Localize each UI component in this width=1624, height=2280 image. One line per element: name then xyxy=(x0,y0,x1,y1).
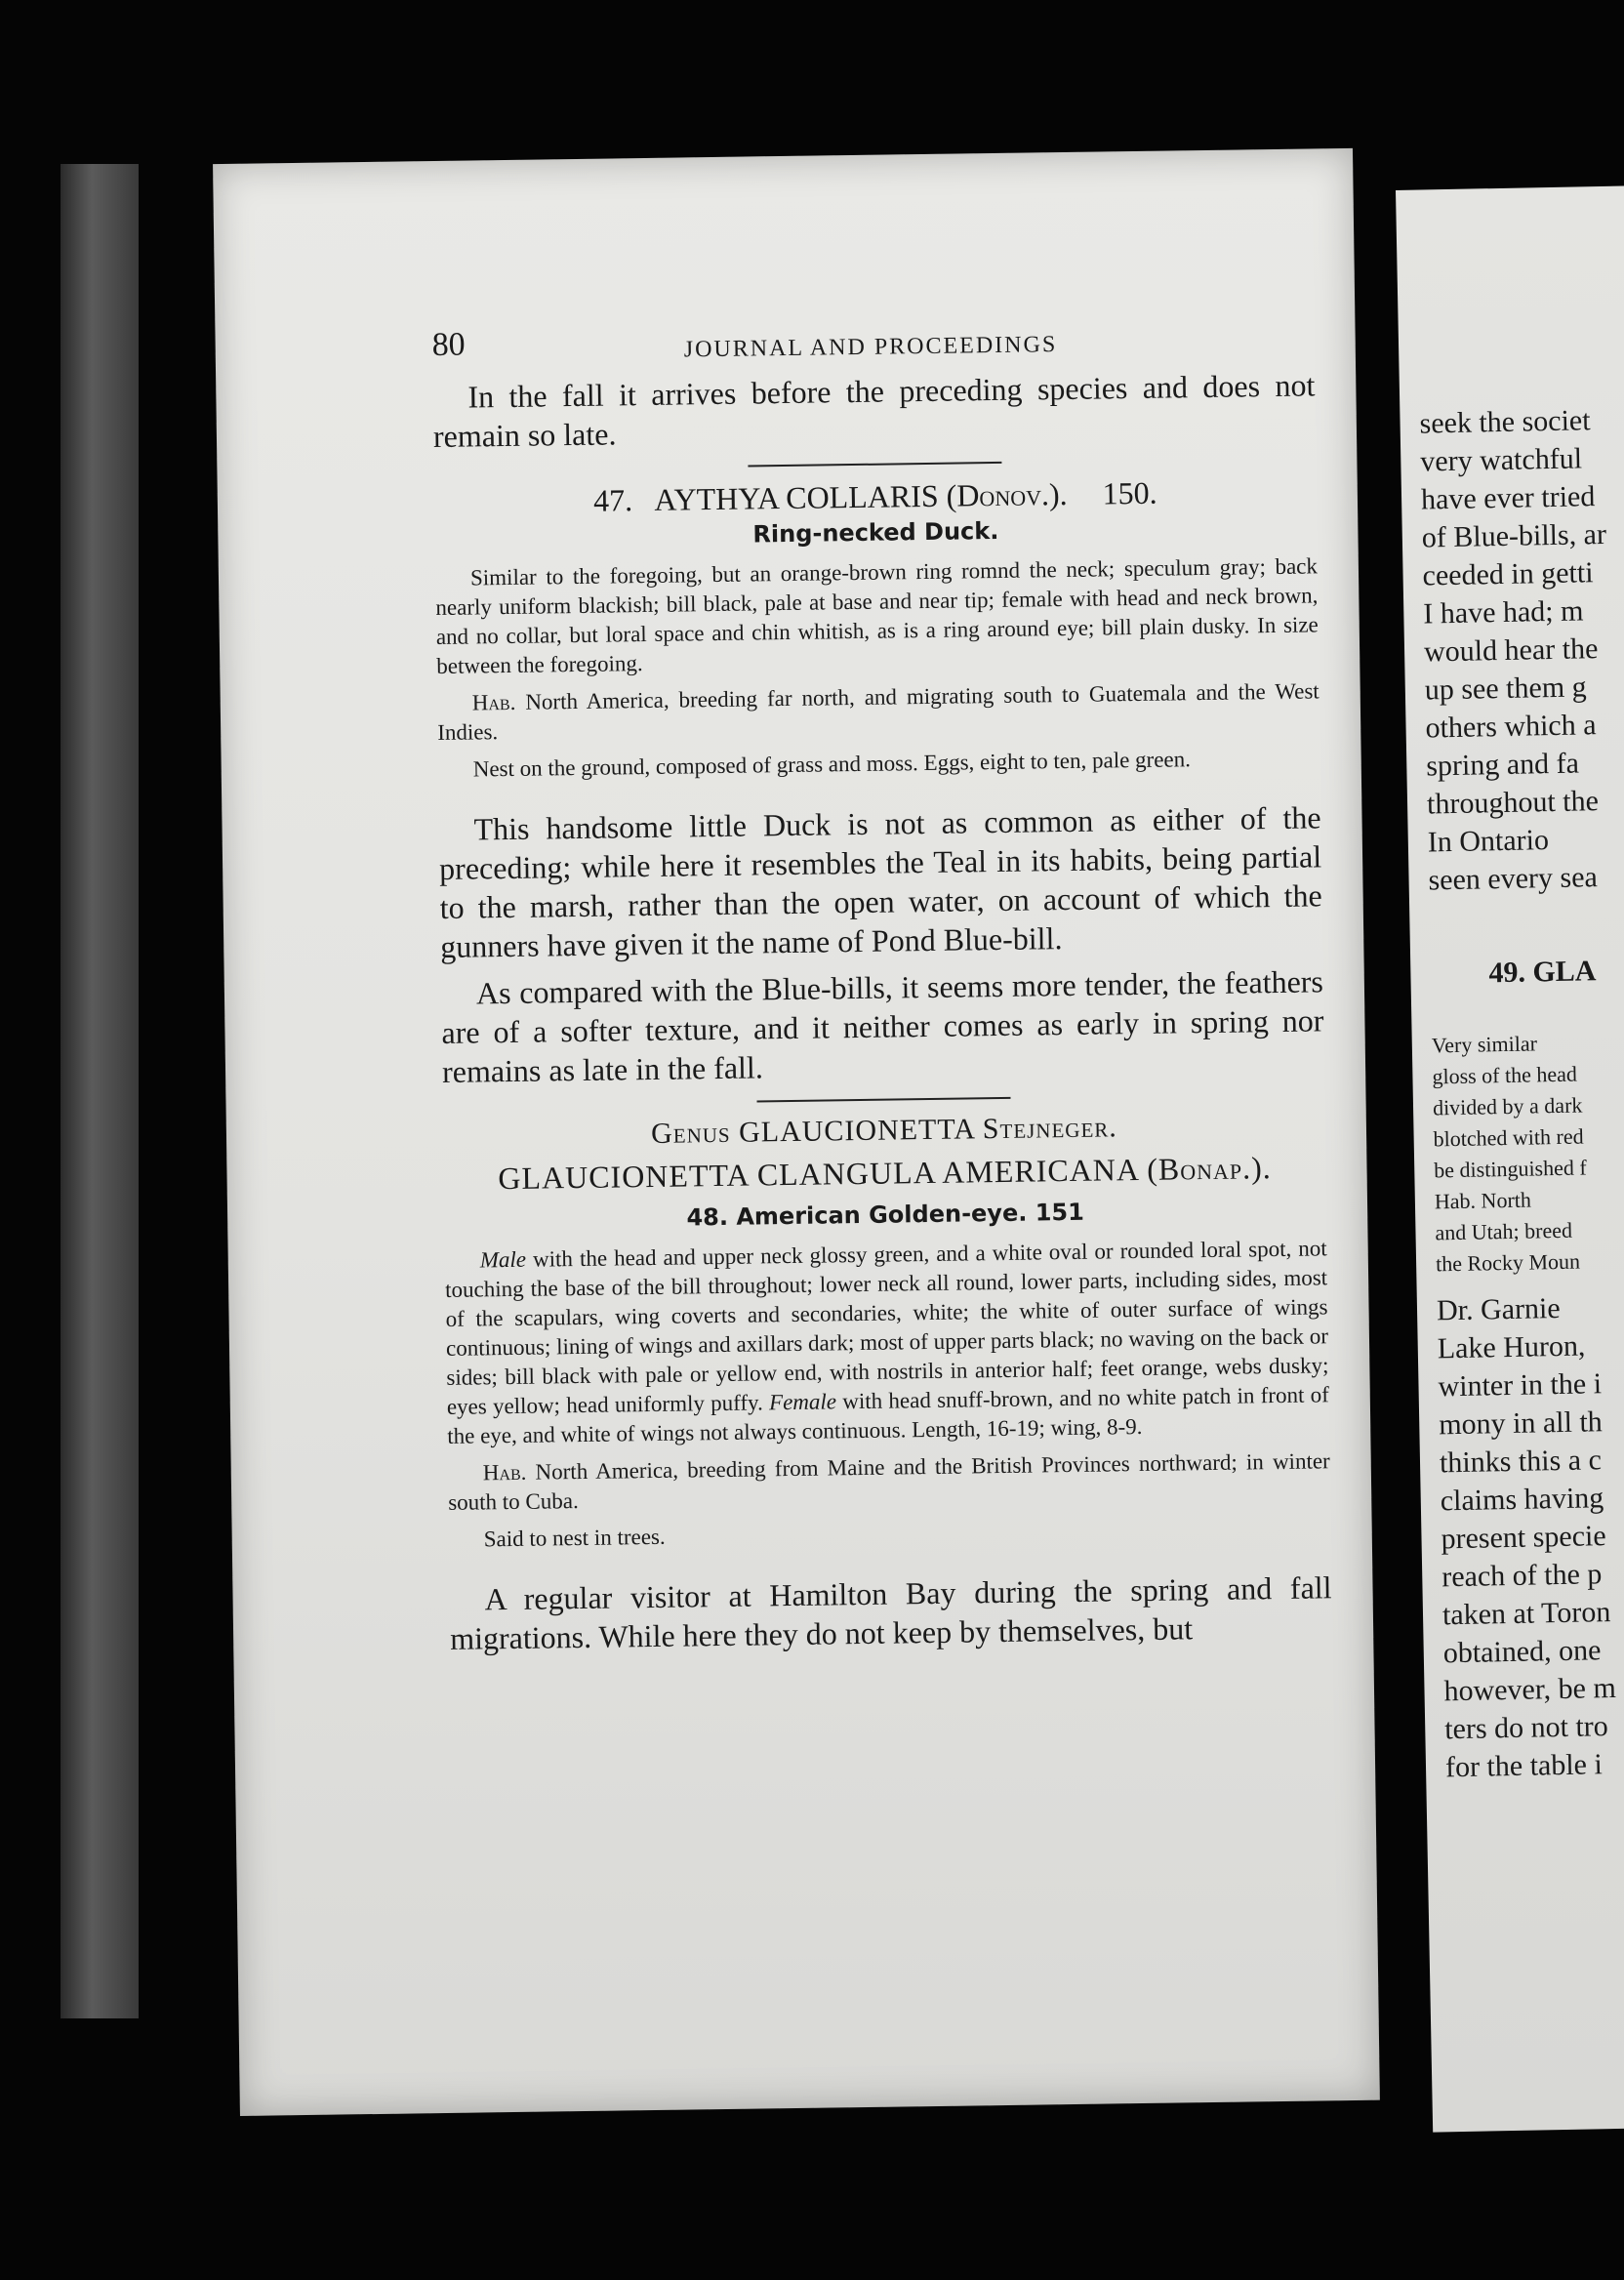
right-page-heading: 49. GLA xyxy=(1488,955,1597,990)
common-name-47: Ring-necked Duck. xyxy=(752,516,999,549)
species-name: AYTHYA COLLARIS xyxy=(654,477,939,517)
common-name: American Golden-eye. xyxy=(736,1199,1028,1231)
text-line: have ever tried xyxy=(1420,480,1596,516)
page-content xyxy=(432,365,1332,1665)
common-name-48 xyxy=(444,1195,1326,1235)
text-line: reach of the p xyxy=(1441,1558,1603,1594)
binomial-name: GLAUCIONETTA CLANGULA AMERICANA xyxy=(498,1152,1139,1197)
text-line: however, be m xyxy=(1443,1671,1617,1708)
description-47: Similar to the foregoing, but an orange-brown ring romnd the neck; speculum gray; back nearly uniform blackish; bill black, pale at base and near tip; female with head and neck brown, and no collar, but loral space and chin whitish, as is a ring around eye; bill plain dusky. In size between the foregoing. xyxy=(435,553,1319,679)
right-page-fragment xyxy=(1396,185,1624,2133)
genus-name: GLAUCIONETTA xyxy=(738,1113,975,1149)
species-page-ref: 151 xyxy=(1035,1198,1085,1227)
text-line: others which a xyxy=(1425,709,1597,745)
habitat-47 xyxy=(437,676,1320,748)
text-line: present specie xyxy=(1441,1520,1606,1556)
text-line: throughout the xyxy=(1426,785,1600,821)
description-48 xyxy=(445,1234,1330,1451)
text-line: divided by a dark xyxy=(1432,1092,1583,1120)
running-head: JOURNAL AND PROCEEDINGS xyxy=(683,332,1058,363)
text-line: winter in the i xyxy=(1438,1367,1603,1404)
text-line: ters do not tro xyxy=(1443,1710,1609,1746)
habitat-48 xyxy=(448,1446,1331,1518)
text-line: spring and fa xyxy=(1426,747,1580,783)
species-heading-48 xyxy=(443,1149,1325,1198)
text-line: be distinguished f xyxy=(1434,1155,1587,1183)
text-line: mony in all th xyxy=(1438,1405,1604,1442)
paragraph-47-2: As compared with the Blue-bills, it seems more tender, the feathers are of a softer texture, and it neither comes as early in spring nor remains as late in the fall. xyxy=(441,963,1324,1089)
hab-text: North America, breeding far north, and migrating south to Guatemala and the West Indies. xyxy=(437,678,1320,745)
hab-text: North America, breeding from Maine and the British Provinces northward; in winter south to Cuba. xyxy=(448,1448,1330,1515)
text-line: for the table i xyxy=(1444,1748,1604,1784)
text-line: up see them g xyxy=(1424,671,1587,707)
text-line: seen every sea xyxy=(1428,861,1599,897)
text-line: seek the societ xyxy=(1419,404,1591,440)
female-text: with head snuff-brown, and no white patch in front of the eye, and white of wings not always continuous. Length, 16-19; wing, 8-9. xyxy=(447,1382,1329,1448)
genus-label: Genus xyxy=(650,1116,731,1150)
intro-paragraph: In the fall it arrives before the preceding species and does not remain so late. xyxy=(432,367,1316,455)
nest-47: Nest on the ground, composed of grass and moss. Eggs, eight to ten, pale green. xyxy=(472,747,1192,782)
text-line: would hear the xyxy=(1423,632,1599,669)
text-line: ceeded in getti xyxy=(1422,556,1594,592)
left-page xyxy=(213,148,1380,2116)
adjacent-page-edge-left xyxy=(61,164,139,2018)
paragraph-48-1: A regular visitor at Hamilton Bay during the spring and fall migrations. While here they do not keep by themselves, but xyxy=(449,1569,1332,1656)
female-label: Female xyxy=(768,1389,837,1415)
text-line: thinks this a c xyxy=(1439,1444,1603,1480)
paragraph-47-1: This handsome little Duck is not as common as either of the preceding; while here it resembles the Teal in its habits, being partial to the marsh, rather than the open water, on account of which the gunners have given it the name of Pond Blue-bill. xyxy=(438,799,1322,964)
text-line: In Ontario xyxy=(1427,824,1550,859)
text-line: gloss of the head xyxy=(1432,1061,1578,1089)
species-authority: (Donov.). xyxy=(946,475,1068,513)
text-line: Lake Huron, xyxy=(1437,1329,1586,1365)
text-line: and Utah; breed xyxy=(1435,1217,1573,1245)
text-line: the Rocky Moun xyxy=(1435,1248,1581,1277)
text-line: Hab. North xyxy=(1434,1187,1532,1214)
text-line: Dr. Garnie xyxy=(1436,1291,1561,1327)
section-divider xyxy=(757,1097,1011,1103)
male-text: with the head and upper neck glossy green, and a white oval or rounded loral spot, not touching the base of the bill throughout; lower neck all round, lower parts, including sides, most of the scapulars, wing coverts and secondaries, white; the white of outer surface of wings continuous; lining of wings and axillars dark; most of upper parts black; no waving on the back or sides; bill black with pale or yellow end, with nostrils in anterior half; feet orange, webs dusky; eyes yellow; head uniformly puffy. xyxy=(445,1236,1329,1419)
nest-48: Said to nest in trees. xyxy=(483,1524,666,1552)
species-page-ref: 150. xyxy=(1102,474,1157,511)
right-page-lines-small xyxy=(1432,1026,1624,1281)
text-line: claims having xyxy=(1440,1482,1604,1518)
text-line: taken at Toron xyxy=(1441,1596,1611,1632)
species-number: 47. xyxy=(592,482,633,518)
section-divider xyxy=(748,462,1001,468)
text-line: of Blue-bills, ar xyxy=(1421,517,1607,554)
binomial-authority: (Bonap.). xyxy=(1146,1150,1273,1187)
male-label: Male xyxy=(479,1246,527,1273)
text-line: very watchful xyxy=(1420,442,1583,478)
text-line: Very similar xyxy=(1431,1031,1538,1058)
right-page-lines-top xyxy=(1419,400,1624,900)
genus-heading xyxy=(443,1108,1325,1154)
text-line: blotched with red xyxy=(1433,1123,1584,1152)
page-number: 80 xyxy=(431,326,466,364)
text-line: I have had; m xyxy=(1423,594,1584,631)
text-line: obtained, one xyxy=(1442,1634,1602,1670)
genus-authority: Stejneger. xyxy=(982,1111,1118,1146)
hab-label: Hab. xyxy=(482,1459,527,1486)
species-number: 48. xyxy=(686,1202,729,1232)
hab-label: Hab. xyxy=(471,689,516,715)
right-page-lines-bottom xyxy=(1437,1287,1624,1787)
